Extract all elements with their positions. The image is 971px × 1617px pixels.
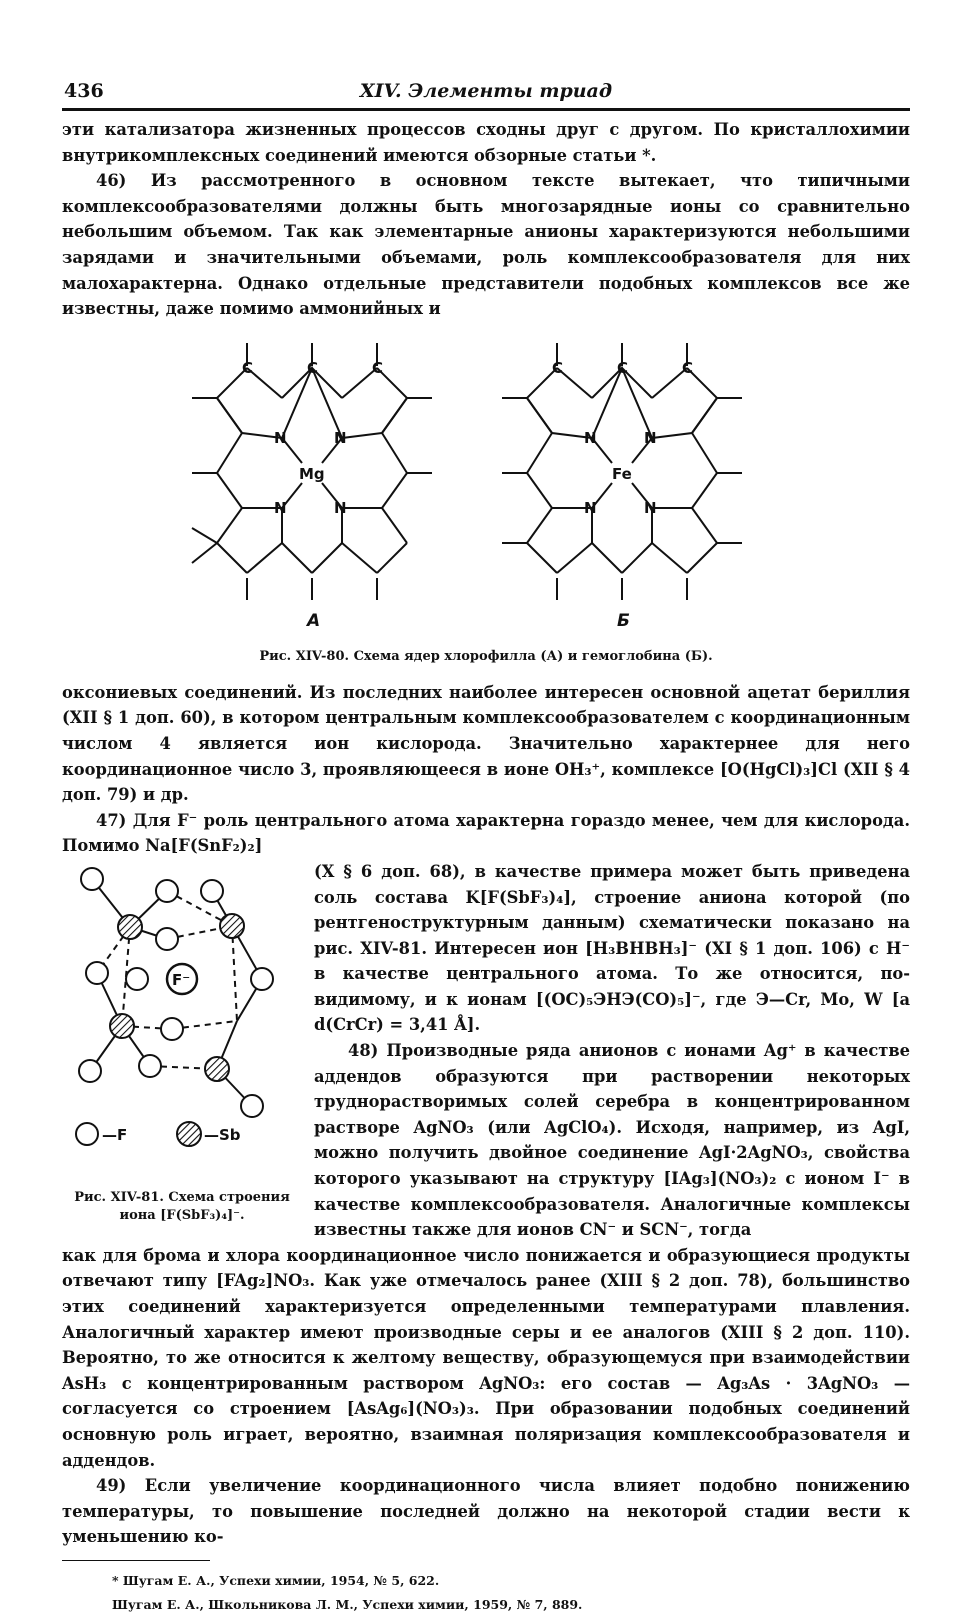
label-a: А xyxy=(307,610,321,631)
svg-text:C: C xyxy=(307,358,319,377)
porphyrin-diagrams xyxy=(182,338,822,638)
paragraph-48-rest: как для брома и хлора координационное число понижается и образующиеся продукты отвечают типу [FAg₂]NO₃. Как уже отмечалось ранее (XIII § 2 доп. 78), большинство этих соединений характеризуется определенными температурами плавления. Аналогичный характер имеют производные серы и ее аналогов (XIII § 2 доп. 110). Вероятно, то же относится к желтому веществу, образующемуся при взаимодействии AsH₃ с концентрированным раствором AgNO₃: его состав — Ag₃As · 3AgNO₃ — согласуется со строением [AsAg₆](NO₃)₃. При образовании подобных соединений основную роль играет, вероятно, взаимная поляризация комплексообразователя и аддендов. xyxy=(62,1245,910,1470)
paragraph-47-start: 47) Для F⁻ роль центрального атома характерна гораздо менее, чем для кислорода. Помимо Na[F(SnF₂)₂] xyxy=(62,810,911,856)
running-title: XIV. Элементы триад xyxy=(359,80,613,102)
svg-text:C: C xyxy=(617,358,629,377)
paragraph-46a: 46) Из рассмотренного в основном тексте вытекает, что типичными комплексообразователями должны быть многозарядные ионы со сравнительно небольшим объемом. Так как элементарные анионы характеризуются небольшими зарядами и значительными объемами, роль комплексообразователя для них малохарактерна. Однако отдельные представители подобных комплексов все же известны, даже помимо аммонийных и xyxy=(62,171,910,319)
footnote-rule xyxy=(62,1560,210,1561)
svg-text:N: N xyxy=(334,498,347,517)
paragraph-49: 49) Если увеличение координационного числа влияет подобно понижению температуры, то повышение последней должно на некоторой стадии вести к уменьшению ко- xyxy=(62,1476,910,1547)
svg-text:N: N xyxy=(644,428,657,447)
figure-xiv-81 xyxy=(62,861,302,1233)
figure-80-caption: Рис. XIV-80. Схема ядер хлорофилла (А) и гемоглобина (Б). xyxy=(259,648,713,664)
svg-text:N: N xyxy=(274,428,287,447)
svg-text:C: C xyxy=(682,358,694,377)
page-number: 436 xyxy=(64,80,104,102)
paragraph-47-wrap: (X § 6 доп. 68), в качестве примера может быть приведена соль состава K[F(SbF₃)₄], строение аниона которой (по рентгеноструктурным данным) схематически показано на рис. XIV-81. Интересен ион [H₃BHBH₃]⁻ (XI § 1 доп. 106) с H⁻ в качестве центрального атома. То же относится, по-видимому, и к ионам [(OC)₅ЭНЭ(CO)₅]⁻, где Э—Cr, Mo, W [a d(CrCr) = 3,41 Å]. xyxy=(314,861,910,1035)
svg-text:C: C xyxy=(372,358,384,377)
legend-sb: —Sb xyxy=(204,1125,241,1144)
legend-f: —F xyxy=(102,1125,128,1144)
page xyxy=(62,78,910,1617)
footnote-2: Шугам Е. А., Школьникова Л. М., Успехи химии, 1959, № 7, 889. xyxy=(112,1596,583,1612)
svg-text:N: N xyxy=(584,428,597,447)
svg-text:C: C xyxy=(242,358,254,377)
svg-text:N: N xyxy=(334,428,347,447)
center-atom-mg: Mg xyxy=(299,464,325,483)
center-atom-fe: Fe xyxy=(612,464,632,483)
svg-text:N: N xyxy=(274,498,287,517)
label-b: Б xyxy=(617,610,630,631)
figure-81-caption: Рис. XIV-81. Схема строения иона [F(SbF₃)₄]⁻. xyxy=(74,1189,290,1223)
paragraph-46b: оксониевых соединений. Из последних наиболее интересен основной ацетат бериллия (XII § 1 доп. 60), в котором центральным комплексообразователем с координационным числом 4 является ион кислорода. Значительно характернее для него координационное число 3, проявляющееся в ионе OH₃⁺, комплексе [O(HgCl)₃]Cl (XII § 4 доп. 79) и др. xyxy=(62,682,910,805)
paragraph-48-wrap: 48) Производные ряда анионов с ионами Ag⁺ в качестве аддендов образуются при растворении некоторых труднорастворимых солей серебра в концентрированном растворе AgNO₃ (или AgClO₄). Исходя, например, из AgI, можно получить двойное соединение AgI·2AgNO₃, свойства которого указывают на структуру [IAg₃](NO₃)₂ с ионом I⁻ в качестве комплексообразователя. Аналогичные комплексы известны также для ионов CN⁻ и SCN⁻, тогда xyxy=(314,1041,910,1240)
svg-text:N: N xyxy=(584,498,597,517)
figure-xiv-80 xyxy=(62,338,910,660)
center-f-ion: F⁻ xyxy=(172,970,191,989)
sb-f-structure-diagram xyxy=(62,861,302,1181)
footnote-1: * Шугам Е. А., Успехи химии, 1954, № 5, 622. xyxy=(112,1572,440,1588)
page-header xyxy=(62,78,910,111)
paragraph-continuation: эти катализатора жизненных процессов сходны друг с другом. По кристаллохимии внутрикомплексных соединений имеются обзорные статьи *. xyxy=(62,120,910,165)
svg-text:N: N xyxy=(644,498,657,517)
svg-text:C: C xyxy=(552,358,564,377)
